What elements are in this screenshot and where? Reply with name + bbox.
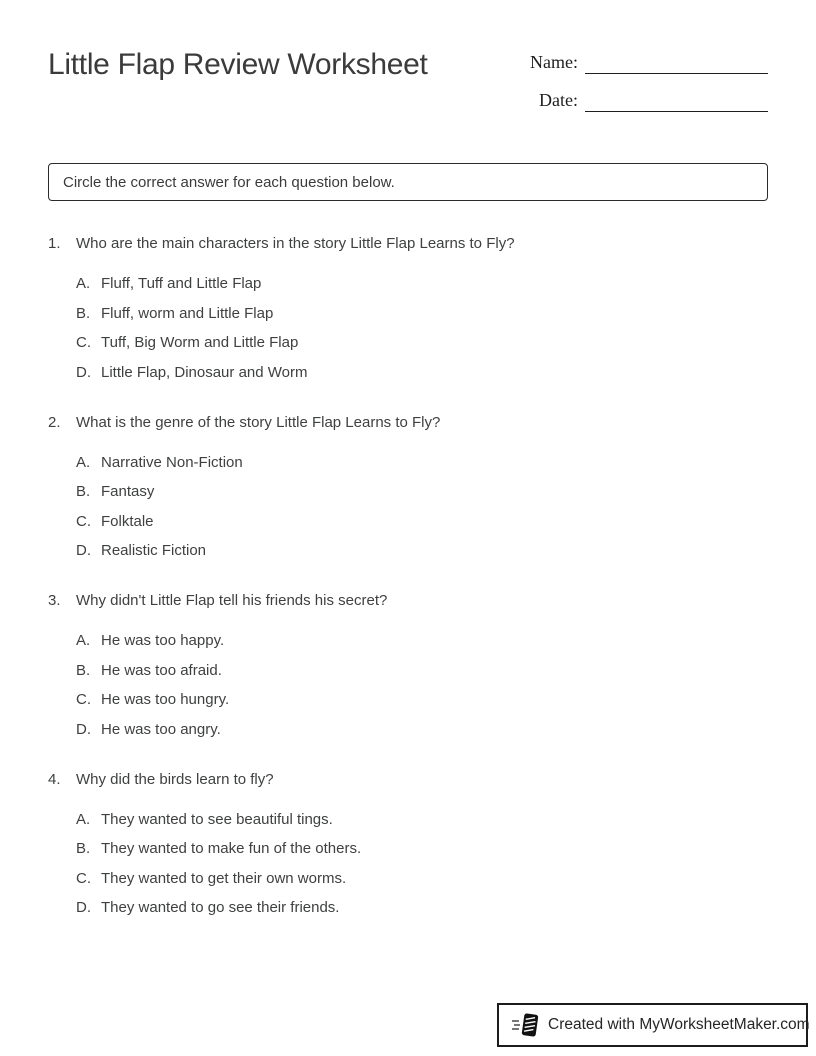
instruction-box [48,163,768,201]
option-letter: B. [76,483,91,500]
option-item [76,720,768,740]
option-letter: B. [76,661,91,679]
option-letter: C. [76,334,91,351]
footer-credit-text: Created with MyWorksheetMaker.com [548,1016,810,1033]
option-item [76,898,768,918]
option-letter: B. [76,840,91,857]
option-letter: D. [76,899,91,916]
option-list [48,453,768,562]
option-item [76,512,768,532]
question-list [48,234,768,918]
name-blank-line [585,50,768,74]
option-letter: D. [76,363,91,381]
option-text: He was too happy. [101,632,225,649]
option-list [48,631,768,740]
worksheet-header [48,0,768,163]
option-list [48,274,768,383]
footer-credit-badge [497,1003,808,1047]
flying-worksheet-icon [511,1010,541,1040]
date-label: Date: [539,90,578,110]
option-letter: D. [76,720,91,738]
name-label: Name: [530,52,578,72]
question-row [48,234,768,254]
question-text: What is the genre of the story Little Flap Learns to Fly? [76,413,441,431]
option-item [76,363,768,383]
option-text: Realistic Fiction [101,542,207,559]
question-number: 3. [48,592,61,609]
option-item [76,810,768,830]
question-text: Why didn't Little Flap tell his friends his secret? [76,592,388,609]
option-letter: A. [76,453,91,471]
question-number: 1. [48,235,61,252]
option-letter: A. [76,632,91,649]
option-text: Fluff, Tuff and Little Flap [101,275,262,292]
option-list [48,810,768,919]
option-item [76,482,768,502]
option-text: Tuff, Big Worm and Little Flap [101,334,299,351]
option-item [76,869,768,889]
question-item [48,234,768,383]
option-item [76,661,768,681]
question-number: 4. [48,770,61,788]
option-text: He was too afraid. [101,661,222,679]
question-item [48,591,768,740]
option-item [76,274,768,294]
name-date-block [516,50,768,126]
option-text: Little Flap, Dinosaur and Worm [101,363,308,381]
option-text: They wanted to make fun of the others. [101,840,362,857]
name-row [516,50,768,74]
option-item [76,690,768,710]
option-item [76,631,768,651]
question-item [48,770,768,919]
option-text: Narrative Non-Fiction [101,453,243,471]
page-title: Little Flap Review Worksheet [48,48,428,81]
option-item [76,333,768,353]
option-item [76,453,768,473]
option-letter: A. [76,810,91,828]
option-text: They wanted to see beautiful tings. [101,810,333,828]
question-row [48,770,768,790]
option-text: He was too angry. [101,720,221,738]
option-text: Fluff, worm and Little Flap [101,304,274,322]
option-text: They wanted to go see their friends. [101,899,340,916]
option-text: Fantasy [101,483,155,500]
question-row [48,413,768,433]
option-letter: B. [76,304,91,322]
option-letter: D. [76,542,91,559]
option-text: They wanted to get their own worms. [101,869,347,887]
question-text: Why did the birds learn to fly? [76,770,274,788]
option-item [76,304,768,324]
option-letter: A. [76,275,91,292]
question-text: Who are the main characters in the story Little Flap Learns to Fly? [76,235,515,252]
date-blank-line [585,88,768,112]
date-row [516,88,768,112]
option-letter: C. [76,691,91,708]
question-item [48,413,768,562]
instruction-text: Circle the correct answer for each question below. [63,173,395,191]
question-row [48,591,768,611]
question-number: 2. [48,413,61,431]
option-item [76,541,768,561]
option-text: Folktale [101,512,154,530]
option-text: He was too hungry. [101,691,230,708]
option-letter: C. [76,512,91,530]
option-letter: C. [76,869,91,887]
option-item [76,839,768,859]
